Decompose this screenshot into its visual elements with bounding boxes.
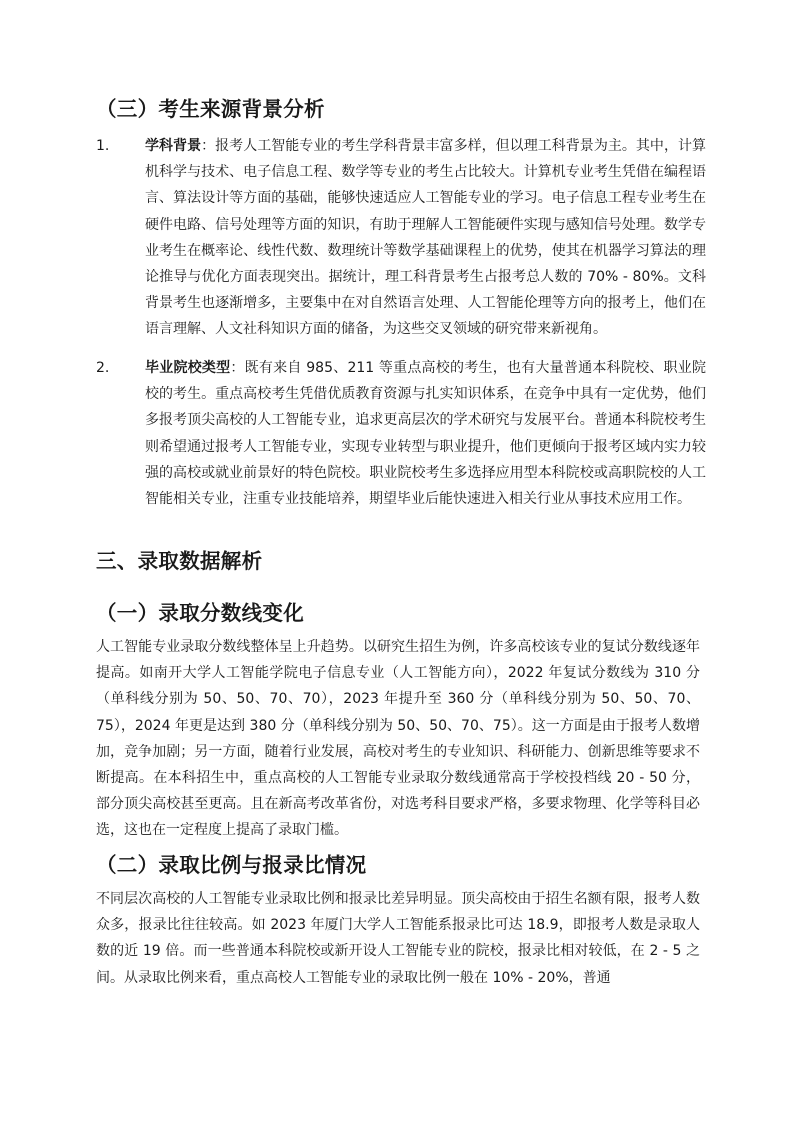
list-item-colon: ： <box>230 360 245 376</box>
section-heading-admission-ratio: （二）录取比例与报录比情况 <box>96 853 367 877</box>
section-heading-score-line-change: （一）录取分数线变化 <box>96 601 304 625</box>
list-item-title: 毕业院校类型 <box>145 360 231 376</box>
list-item-school-type <box>96 355 706 512</box>
list-item-colon: ： <box>201 138 216 154</box>
paragraph-admission-ratio: 不同层次高校的人工智能专业录取比例和报录比差异明显。顶尖高校由于招生名额有限，报考人数众多，报录比往往较高。如 2023 年厦门大学人工智能系报录比可达 18.9，即报考人数是录取人数的近 19 倍。而一些普通本科院校或新开设人工智能专业的院校，报录比相对较低，在 2 - 5 之间。从录取比例来看，重点高校人工智能专业的录取比例一般在 10% - 20%，普通 <box>96 891 700 986</box>
list-number: 2. <box>96 360 110 376</box>
list-item-body: 报考人工智能专业的考生学科背景丰富多样，但以理工科背景为主。其中，计算机科学与技术、电子信息工程、数学等专业的考生占比较大。计算机专业考生凭借在编程语言、算法设计等方面的基础，能够快速适应人工智能专业的学习。电子信息工程专业考生在硬件电路、信号处理等方面的知识，有助于理解人工智能硬件实现与感知信号处理。数学专业考生在概率论、线性代数、数理统计等数学基础课程上的优势，使其在机器学习算法的理论推导与优化方面表现突出。据统计，理工科背景考生占报考总人数的 70% - 80%。文科背景考生也逐渐增多，主要集中在对自然语言处理、人工智能伦理等方向的报考上，他们在语言理解、人文社科知识方面的储备，为这些交叉领域的研究带来新视角。 <box>145 138 707 338</box>
list-item-title: 学科背景 <box>145 138 202 154</box>
list-item-text <box>145 133 706 343</box>
list-item-body: 既有来自 985、211 等重点高校的考生，也有大量普通本科院校、职业院校的考生。重点高校考生凭借优质教育资源与扎实知识体系，在竞争中具有一定优势，他们多报考顶尖高校的人工智能专业，追求更高层次的学术研究与发展平台。普通本科院校考生则希望通过报考人工智能专业，实现专业转型与职业提升，他们更倾向于报考区域内实力较强的高校或就业前景好的特色院校。职业院校考生多选择应用型本科院校或高职院校的人工智能相关专业，注重专业技能培养，期望毕业后能快速进入相关行业从事技术应用工作。 <box>145 360 707 508</box>
section-heading-source-background: （三）考生来源背景分析 <box>96 97 325 121</box>
paragraph-score-line-change: 人工智能专业录取分数线整体呈上升趋势。以研究生招生为例，许多高校该专业的复试分数线逐年提高。如南开大学人工智能学院电子信息专业（人工智能方向），2022 年复试分数线为 310 分（单科线分别为 50、50、70、70），2023 年提升至 360 分（单科线分别为 50、50、70、75），2024 年更是达到 380 分（单科线分别为 50、50、70、75）。这一方面是由于报考人数增加，竞争加剧；另一方面，随着行业发展，高校对考生的专业知识、科研能力、创新思维等要求不断提高。在本科招生中，重点高校的人工智能专业录取分数线通常高于学校投档线 20 - 50 分，部分顶尖高校甚至更高。且在新高考改革省份，对选考科目要求严格，多要求物理、化学等科目必选，这也在一定程度上提高了录取门槛。 <box>96 639 700 839</box>
chapter-heading-admission-data: 三、录取数据解析 <box>96 549 263 573</box>
list-item-subject-background <box>96 133 706 343</box>
list-number: 1. <box>96 138 110 154</box>
list-item-text <box>145 355 706 512</box>
